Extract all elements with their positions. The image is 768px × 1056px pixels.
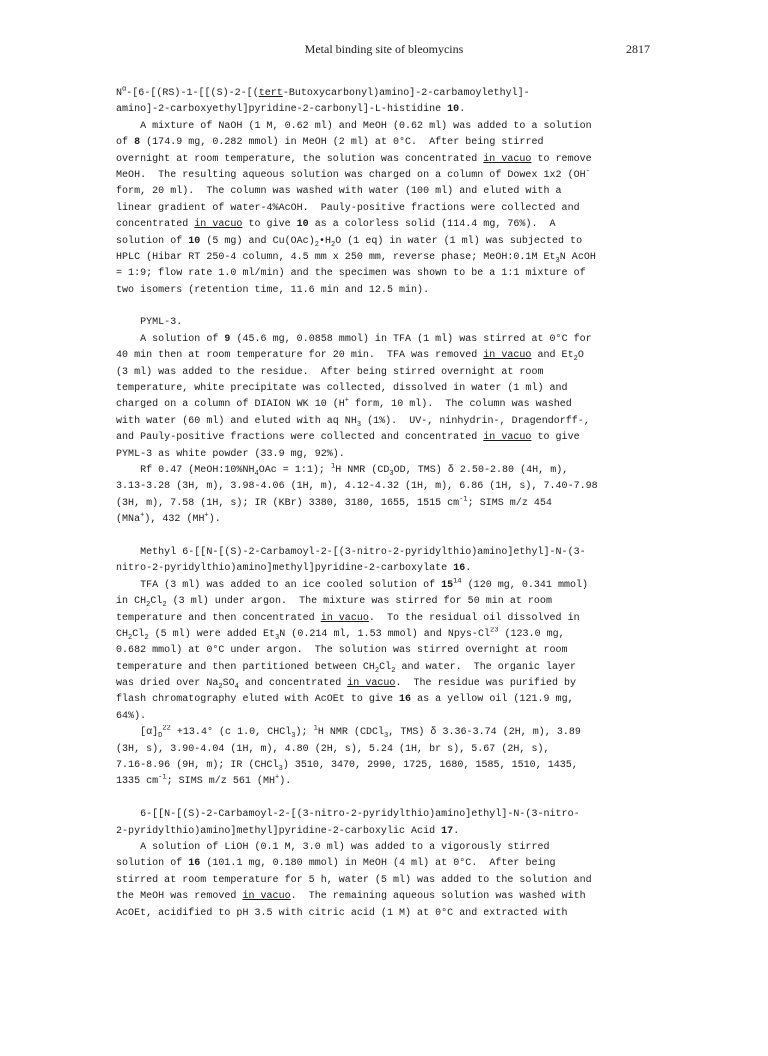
page-number: 2817 — [626, 42, 650, 56]
text-line: charged on a column of DIAION WK 10 (H+ form, 10 ml). The column was washed — [116, 397, 572, 411]
text-line: PYML-3 as white powder (33.9 mg, 92%). — [116, 448, 345, 460]
text-line: $CH_2Cl_2$ (5 ml) were added $Et_3N$ (0.214 ml, 1.53 mmol) and Npys-Cl$^{23}$ (123.0 mg, — [116, 626, 565, 642]
text-line: = 1:9; flow rate 1.0 ml/min) and the specimen was shown to be a 1:1 mixture of — [116, 268, 586, 280]
text-line: A solution of LiOH (0.1 M, 3.0 ml) was added to a vigorously stirred — [116, 841, 550, 853]
text-line: two isomers (retention time, 11.6 min and 12.5 min). — [116, 284, 430, 296]
text-line: (3 ml) was added to the residue. After being stirred overnight at room — [116, 366, 544, 378]
text-line: Methyl 6-[[N-[(S)-2-Carbamoyl-2-[(3-nitro-2-pyridylthio)amino]ethyl]-N-(3- — [116, 546, 586, 558]
text-line: nitro-2-pyridylthio)amino]methyl]pyridine-2-carboxylate 16. — [116, 563, 472, 575]
text-line: temperature and then concentrated in vacuo. To the residual oil dissolved in — [116, 612, 580, 624]
text-line: with water (60 ml) and eluted with aq $NH_3$ (1%). UV-, ninhydrin-, Dragendorff-, — [116, 415, 590, 429]
text-line: MeOH. The resulting aqueous solution was charged on a column of Dowex 1x2 (OH- — [116, 167, 590, 181]
text-line: A solution of 9 (45.6 mg, 0.0858 mmol) in TFA (1 ml) was stirred at 0°C for — [116, 333, 592, 345]
body-text — [116, 86, 658, 922]
text-line: was dried over $Na_2SO_4$ and concentrated in vacuo. The residue was purified by — [116, 678, 577, 692]
text-line: 7.16-8.96 (9H, m); IR (CHCl$_3$) 3510, 3470, 2990, 1725, 1680, 1585, 1510, 1435, — [116, 760, 578, 774]
text-line: in $CH_2Cl_2$ (3 ml) under argon. The mixture was stirred for 50 min at room — [116, 596, 552, 610]
text-line: concentrated in vacuo to give 10 as a colorless solid (114.4 mg, 76%). A — [116, 219, 556, 231]
text-line: PYML-3. — [116, 317, 183, 329]
text-line: temperature, white precipitate was collected, dissolved in water (1 ml) and — [116, 383, 568, 395]
running-title: Metal binding site of bleomycins — [304, 42, 464, 56]
text-line: and Pauly-positive fractions were collected and concentrated in vacuo to give — [116, 432, 580, 444]
text-line: form, 20 ml). The column was washed with water (100 ml) and eluted with a — [116, 186, 562, 198]
text-line: Rf 0.47 ($MeOH:10\%NH_4OAc$ = 1:1); $^1$H NMR ($CD_3OD$, TMS) δ 2.50-2.80 (4H, m), — [116, 462, 569, 478]
text-line: 64%). — [116, 710, 147, 722]
blank-line — [116, 791, 658, 807]
page-header — [0, 42, 768, 62]
text-line: linear gradient of water-4%AcOH. Pauly-positive fractions were collected and — [116, 202, 580, 214]
text-line: stirred at room temperature for 5 h, water (5 ml) was added to the solution and — [116, 874, 592, 886]
text-line: solution of 10 (5 mg) and $Cu(OAc)_2•H_2O$ (1 eq) in water (1 ml) was subjected to — [116, 235, 583, 249]
text-line: overnight at room temperature, the solution was concentrated in vacuo to remove — [116, 153, 592, 165]
blank-line — [116, 299, 658, 315]
text-line: (3H, m), 7.58 (1H, s); IR (KBr) 3380, 3180, 1655, 1515 $cm^{-1}$; SIMS m/z 454 — [116, 495, 552, 509]
text-line: 40 min then at room temperature for 20 min. TFA was removed in vacuo and $Et_2O$ — [116, 350, 584, 364]
text-line: 2-pyridylthio)amino]methyl]pyridine-2-carboxylic Acid 17. — [116, 825, 460, 837]
text-line: $[\alpha]_D^{22} +13.4^\circ$ (c 1.0, CHCl$_3$); $^1$H NMR (CDCl$_3$, TMS) δ 3.36-3.74 (2H, m), 3.89 — [116, 725, 581, 741]
text-line: solution of 16 (101.1 mg, 0.180 mmol) in MeOH (4 ml) at 0°C. After being — [116, 858, 556, 870]
text-line: 1335 $cm^{-1}$; SIMS m/z 561 (MH+). — [116, 774, 292, 788]
text-line: 0.682 mmol) at 0°C under argon. The solution was stirred overnight at room — [116, 645, 568, 657]
text-line: temperature and then partitioned between $CH_2Cl_2$ and water. The organic layer — [116, 661, 577, 675]
text-line: HPLC (Hibar RT 250-4 column, 4.5 mm x 250 mm, reverse phase; MeOH:0.1M $Et_3N$ AcOH — [116, 251, 596, 265]
text-line: AcOEt, acidified to pH 3.5 with citric acid (1 M) at 0°C and extracted with — [116, 907, 568, 919]
text-line: the MeOH was removed in vacuo. The remaining aqueous solution was washed with — [116, 891, 586, 903]
text-line: 6-[[N-[(S)-2-Carbamoyl-2-[(3-nitro-2-pyridylthio)amino]ethyl]-N-(3-nitro- — [116, 809, 580, 821]
text-line: (3H, s), 3.90-4.04 (1H, m), 4.80 (2H, s), 5.24 (1H, br s), 5.67 (2H, s), — [116, 743, 550, 755]
text-line: flash chromatography eluted with AcOEt to give 16 as a yellow oil (121.9 mg, — [116, 694, 574, 706]
text-line: of 8 (174.9 mg, 0.282 mmol) in MeOH (2 ml) at 0°C. After being stirred — [116, 137, 544, 149]
text-line: A mixture of NaOH (1 M, 0.62 ml) and MeOH (0.62 ml) was added to a solution — [116, 120, 592, 132]
text-line: $N^\alpha-[6-[(RS)-1-[[(S)-2-[(tert-Butoxycarbonyl)amino]-2-carbamoylethyl]-$ — [116, 86, 530, 99]
blank-line — [116, 529, 658, 545]
text-line: amino]-2-carboxyethyl]pyridine-2-carbonyl]-L-histidine 10. — [116, 104, 466, 116]
text-line: TFA (3 ml) was added to an ice cooled solution of $15^{14}$ (120 mg, 0.341 mmol) — [116, 577, 589, 591]
text-line: 3.13-3.28 (3H, m), 3.98-4.06 (1H, m), 4.12-4.32 (1H, m), 6.86 (1H, s), 7.40-7.98 — [116, 481, 598, 493]
text-line: (MNa+), 432 (MH+). — [116, 512, 221, 526]
